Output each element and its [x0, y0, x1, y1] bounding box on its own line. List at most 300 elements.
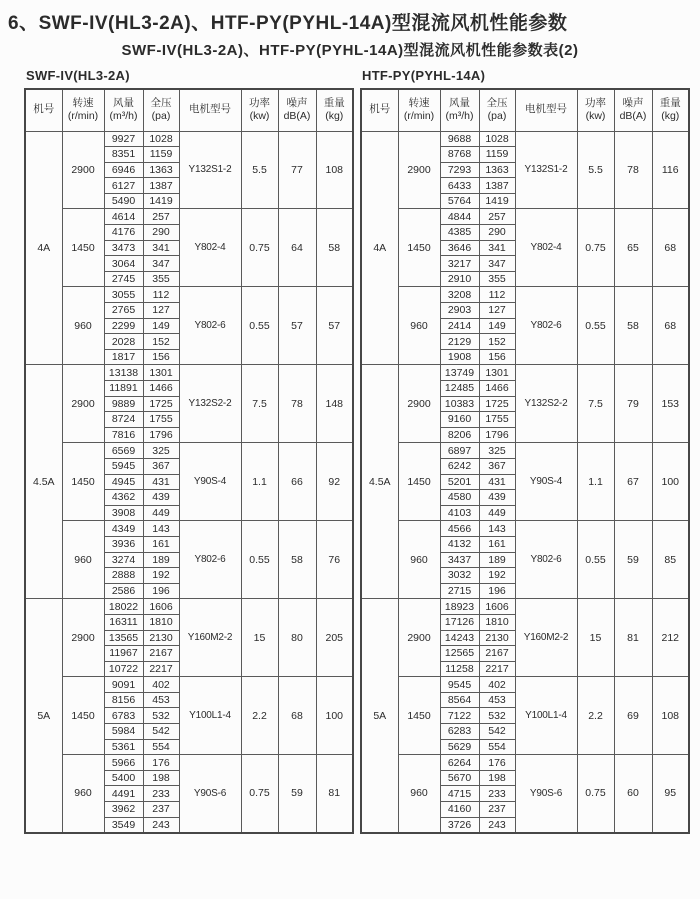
noise-cell: 65 — [614, 209, 652, 287]
noise-cell: 58 — [278, 521, 316, 599]
pressure-cell: 449 — [479, 505, 515, 521]
weight-cell: 76 — [316, 521, 353, 599]
power-cell: 2.2 — [241, 677, 278, 755]
pressure-cell: 243 — [479, 817, 515, 833]
flow-cell: 4385 — [440, 225, 479, 241]
flow-cell: 4945 — [104, 474, 143, 490]
pressure-cell: 127 — [479, 303, 515, 319]
col-header-pressure: 全压 (pa) — [143, 89, 179, 131]
pressure-cell: 127 — [143, 303, 179, 319]
weight-cell: 81 — [316, 755, 353, 833]
speed-cell: 2900 — [62, 365, 104, 443]
noise-cell: 78 — [614, 131, 652, 209]
pressure-cell: 439 — [479, 490, 515, 506]
tables-row — [24, 68, 688, 834]
pressure-cell: 198 — [143, 770, 179, 786]
data-row — [25, 287, 353, 303]
power-cell: 0.55 — [241, 287, 278, 365]
flow-cell: 10383 — [440, 396, 479, 412]
flow-cell: 5945 — [104, 458, 143, 474]
motor-cell: Y802-6 — [515, 521, 577, 599]
pressure-cell: 156 — [479, 349, 515, 365]
pressure-cell: 152 — [143, 334, 179, 350]
power-cell: 0.75 — [241, 209, 278, 287]
pressure-cell: 439 — [143, 490, 179, 506]
speed-cell: 960 — [398, 521, 440, 599]
pressure-cell: 149 — [143, 318, 179, 334]
pressure-cell: 355 — [479, 271, 515, 287]
motor-cell: Y132S1-2 — [179, 131, 241, 209]
pressure-cell: 198 — [479, 770, 515, 786]
noise-cell: 60 — [614, 755, 652, 833]
pressure-cell: 2167 — [479, 646, 515, 662]
power-cell: 2.2 — [577, 677, 614, 755]
noise-cell: 59 — [614, 521, 652, 599]
flow-cell: 6897 — [440, 443, 479, 459]
flow-cell: 13749 — [440, 365, 479, 381]
speed-cell: 2900 — [62, 599, 104, 677]
pressure-cell: 355 — [143, 271, 179, 287]
pressure-cell: 257 — [479, 209, 515, 225]
flow-cell: 11891 — [104, 381, 143, 397]
pressure-cell: 290 — [479, 225, 515, 241]
flow-cell: 7816 — [104, 427, 143, 443]
flow-cell: 3274 — [104, 552, 143, 568]
col-header-model: 机号 — [361, 89, 398, 131]
flow-cell: 5361 — [104, 739, 143, 755]
pressure-cell: 554 — [143, 739, 179, 755]
flow-cell: 13565 — [104, 630, 143, 646]
pressure-cell: 1301 — [479, 365, 515, 381]
col-header-pressure: 全压 (pa) — [479, 89, 515, 131]
model-cell: 5A — [361, 599, 398, 833]
speed-cell: 960 — [62, 755, 104, 833]
noise-cell: 77 — [278, 131, 316, 209]
pressure-cell: 453 — [143, 692, 179, 708]
flow-cell: 3726 — [440, 817, 479, 833]
pressure-cell: 1363 — [479, 162, 515, 178]
flow-cell: 4614 — [104, 209, 143, 225]
page-subtitle: SWF-IV(HL3-2A)、HTF-PY(PYHL-14A)型混流风机性能参数表(2) — [121, 42, 579, 59]
flow-cell: 18923 — [440, 599, 479, 615]
motor-cell: Y802-6 — [515, 287, 577, 365]
pressure-cell: 176 — [143, 755, 179, 771]
noise-cell: 64 — [278, 209, 316, 287]
flow-cell: 14243 — [440, 630, 479, 646]
pressure-cell: 1387 — [479, 178, 515, 194]
flow-cell: 9889 — [104, 396, 143, 412]
flow-cell: 18022 — [104, 599, 143, 615]
noise-cell: 57 — [278, 287, 316, 365]
flow-cell: 4349 — [104, 521, 143, 537]
pressure-cell: 189 — [143, 552, 179, 568]
power-cell: 0.75 — [241, 755, 278, 833]
pressure-cell: 1159 — [479, 147, 515, 163]
noise-cell: 58 — [614, 287, 652, 365]
flow-cell: 3064 — [104, 256, 143, 272]
speed-cell: 1450 — [62, 209, 104, 287]
power-cell: 7.5 — [241, 365, 278, 443]
flow-cell: 11258 — [440, 661, 479, 677]
pressure-cell: 143 — [479, 521, 515, 537]
col-header-flow: 风量 (m³/h) — [440, 89, 479, 131]
pressure-cell: 161 — [143, 536, 179, 552]
flow-cell: 9688 — [440, 131, 479, 147]
pressure-cell: 325 — [143, 443, 179, 459]
flow-cell: 6127 — [104, 178, 143, 194]
noise-cell: 81 — [614, 599, 652, 677]
motor-cell: Y132S1-2 — [515, 131, 577, 209]
pressure-cell: 347 — [479, 256, 515, 272]
speed-cell: 960 — [398, 755, 440, 833]
weight-cell: 58 — [316, 209, 353, 287]
flow-cell: 6242 — [440, 458, 479, 474]
data-row — [361, 131, 689, 147]
power-cell: 5.5 — [241, 131, 278, 209]
weight-cell: 100 — [316, 677, 353, 755]
pressure-cell: 1755 — [479, 412, 515, 428]
power-cell: 5.5 — [577, 131, 614, 209]
speed-cell: 1450 — [62, 443, 104, 521]
power-cell: 7.5 — [577, 365, 614, 443]
pressure-cell: 341 — [143, 240, 179, 256]
motor-cell: Y802-4 — [515, 209, 577, 287]
speed-cell: 960 — [398, 287, 440, 365]
table-label-swf: SWF-IV(HL3-2A) — [26, 68, 130, 83]
motor-cell: Y160M2-2 — [515, 599, 577, 677]
fan-table-section-htf — [360, 68, 688, 834]
data-row — [25, 131, 353, 147]
pressure-cell: 554 — [479, 739, 515, 755]
power-cell: 15 — [577, 599, 614, 677]
data-row — [361, 287, 689, 303]
flow-cell: 2129 — [440, 334, 479, 350]
pressure-cell: 176 — [479, 755, 515, 771]
flow-cell: 6433 — [440, 178, 479, 194]
pressure-cell: 1725 — [143, 396, 179, 412]
flow-cell: 3208 — [440, 287, 479, 303]
power-cell: 0.75 — [577, 755, 614, 833]
motor-cell: Y90S-6 — [515, 755, 577, 833]
col-header-motor: 电机型号 — [179, 89, 241, 131]
fan-params-table-swf — [24, 88, 354, 834]
model-cell: 5A — [25, 599, 62, 833]
speed-cell: 1450 — [62, 677, 104, 755]
data-row — [25, 599, 353, 615]
pressure-cell: 196 — [143, 583, 179, 599]
pressure-cell: 233 — [143, 786, 179, 802]
flow-cell: 11967 — [104, 646, 143, 662]
weight-cell: 153 — [652, 365, 689, 443]
data-row — [361, 755, 689, 771]
pressure-cell: 237 — [143, 802, 179, 818]
pressure-cell: 243 — [143, 817, 179, 833]
flow-cell: 3217 — [440, 256, 479, 272]
data-row — [25, 677, 353, 693]
flow-cell: 4103 — [440, 505, 479, 521]
model-cell: 4.5A — [25, 365, 62, 599]
flow-cell: 10722 — [104, 661, 143, 677]
flow-cell: 6283 — [440, 724, 479, 740]
flow-cell: 8156 — [104, 692, 143, 708]
col-header-motor: 电机型号 — [515, 89, 577, 131]
col-header-weight: 重量 (kg) — [652, 89, 689, 131]
flow-cell: 6569 — [104, 443, 143, 459]
motor-cell: Y132S2-2 — [179, 365, 241, 443]
model-cell: 4A — [361, 131, 398, 365]
pressure-cell: 1725 — [479, 396, 515, 412]
pressure-cell: 1466 — [479, 381, 515, 397]
data-row — [25, 521, 353, 537]
flow-cell: 9160 — [440, 412, 479, 428]
pressure-cell: 431 — [143, 474, 179, 490]
pressure-cell: 431 — [479, 474, 515, 490]
weight-cell: 68 — [652, 209, 689, 287]
speed-cell: 1450 — [398, 677, 440, 755]
flow-cell: 7293 — [440, 162, 479, 178]
weight-cell: 148 — [316, 365, 353, 443]
flow-cell: 8206 — [440, 427, 479, 443]
power-cell: 1.1 — [577, 443, 614, 521]
flow-cell: 2715 — [440, 583, 479, 599]
weight-cell: 68 — [652, 287, 689, 365]
col-header-speed: 转速 (r/min) — [62, 89, 104, 131]
pressure-cell: 542 — [143, 724, 179, 740]
pressure-cell: 192 — [143, 568, 179, 584]
pressure-cell: 1419 — [479, 193, 515, 209]
data-row — [361, 209, 689, 225]
flow-cell: 12565 — [440, 646, 479, 662]
pressure-cell: 192 — [479, 568, 515, 584]
flow-cell: 3473 — [104, 240, 143, 256]
flow-cell: 9927 — [104, 131, 143, 147]
pressure-cell: 402 — [143, 677, 179, 693]
flow-cell: 2910 — [440, 271, 479, 287]
col-header-weight: 重量 (kg) — [316, 89, 353, 131]
model-cell: 4.5A — [361, 365, 398, 599]
pressure-cell: 1796 — [479, 427, 515, 443]
page-title: 6、SWF-IV(HL3-2A)、HTF-PY(PYHL-14A)型混流风机性能参数 — [8, 13, 568, 34]
noise-cell: 68 — [278, 677, 316, 755]
flow-cell: 1817 — [104, 349, 143, 365]
flow-cell: 4362 — [104, 490, 143, 506]
weight-cell: 85 — [652, 521, 689, 599]
motor-cell: Y160M2-2 — [179, 599, 241, 677]
pressure-cell: 1606 — [143, 599, 179, 615]
pressure-cell: 112 — [143, 287, 179, 303]
flow-cell: 2765 — [104, 303, 143, 319]
col-header-noise: 噪声 dB(A) — [614, 89, 652, 131]
weight-cell: 95 — [652, 755, 689, 833]
col-header-power: 功率 (kw) — [241, 89, 278, 131]
flow-cell: 9091 — [104, 677, 143, 693]
pressure-cell: 156 — [143, 349, 179, 365]
weight-cell: 108 — [316, 131, 353, 209]
motor-cell: Y802-6 — [179, 287, 241, 365]
col-header-noise: 噪声 dB(A) — [278, 89, 316, 131]
pressure-cell: 290 — [143, 225, 179, 241]
power-cell: 1.1 — [241, 443, 278, 521]
pressure-cell: 367 — [479, 458, 515, 474]
flow-cell: 3936 — [104, 536, 143, 552]
data-row — [361, 599, 689, 615]
pressure-cell: 1028 — [479, 131, 515, 147]
flow-cell: 2299 — [104, 318, 143, 334]
motor-cell: Y90S-4 — [179, 443, 241, 521]
fan-table-section-swf — [24, 68, 352, 834]
pressure-cell: 152 — [479, 334, 515, 350]
speed-cell: 1450 — [398, 443, 440, 521]
pressure-cell: 367 — [143, 458, 179, 474]
pressure-cell: 1159 — [143, 147, 179, 163]
flow-cell: 8564 — [440, 692, 479, 708]
flow-cell: 17126 — [440, 614, 479, 630]
flow-cell: 8351 — [104, 147, 143, 163]
weight-cell: 100 — [652, 443, 689, 521]
data-row — [25, 365, 353, 381]
speed-cell: 960 — [62, 521, 104, 599]
table-label-htf: HTF-PY(PYHL-14A) — [362, 68, 486, 83]
flow-cell: 2745 — [104, 271, 143, 287]
motor-cell: Y802-4 — [179, 209, 241, 287]
flow-cell: 5201 — [440, 474, 479, 490]
speed-cell: 2900 — [398, 599, 440, 677]
data-row — [361, 365, 689, 381]
motor-cell: Y132S2-2 — [515, 365, 577, 443]
pressure-cell: 1387 — [143, 178, 179, 194]
flow-cell: 5629 — [440, 739, 479, 755]
flow-cell: 2586 — [104, 583, 143, 599]
pressure-cell: 237 — [479, 802, 515, 818]
flow-cell: 6264 — [440, 755, 479, 771]
flow-cell: 5400 — [104, 770, 143, 786]
pressure-cell: 532 — [479, 708, 515, 724]
pressure-cell: 2217 — [479, 661, 515, 677]
pressure-cell: 453 — [479, 692, 515, 708]
flow-cell: 12485 — [440, 381, 479, 397]
noise-cell: 67 — [614, 443, 652, 521]
fan-params-table-htf — [360, 88, 690, 834]
data-row — [361, 677, 689, 693]
pressure-cell: 325 — [479, 443, 515, 459]
noise-cell: 69 — [614, 677, 652, 755]
flow-cell: 1908 — [440, 349, 479, 365]
pressure-cell: 1810 — [479, 614, 515, 630]
weight-cell: 116 — [652, 131, 689, 209]
flow-cell: 6946 — [104, 162, 143, 178]
flow-cell: 7122 — [440, 708, 479, 724]
weight-cell: 92 — [316, 443, 353, 521]
flow-cell: 8768 — [440, 147, 479, 163]
flow-cell: 5984 — [104, 724, 143, 740]
flow-cell: 4715 — [440, 786, 479, 802]
power-cell: 0.55 — [577, 287, 614, 365]
pressure-cell: 1028 — [143, 131, 179, 147]
data-row — [25, 755, 353, 771]
motor-cell: Y100L1-4 — [515, 677, 577, 755]
flow-cell: 3908 — [104, 505, 143, 521]
pressure-cell: 347 — [143, 256, 179, 272]
weight-cell: 205 — [316, 599, 353, 677]
pressure-cell: 1419 — [143, 193, 179, 209]
power-cell: 15 — [241, 599, 278, 677]
pressure-cell: 1810 — [143, 614, 179, 630]
pressure-cell: 189 — [479, 552, 515, 568]
flow-cell: 3962 — [104, 802, 143, 818]
flow-cell: 3437 — [440, 552, 479, 568]
pressure-cell: 1796 — [143, 427, 179, 443]
noise-cell: 79 — [614, 365, 652, 443]
flow-cell: 3549 — [104, 817, 143, 833]
flow-cell: 6783 — [104, 708, 143, 724]
flow-cell: 4566 — [440, 521, 479, 537]
data-row — [361, 443, 689, 459]
flow-cell: 5764 — [440, 193, 479, 209]
header-row — [25, 89, 353, 131]
speed-cell: 960 — [62, 287, 104, 365]
speed-cell: 2900 — [398, 131, 440, 209]
pressure-cell: 1606 — [479, 599, 515, 615]
weight-cell: 212 — [652, 599, 689, 677]
pressure-cell: 2167 — [143, 646, 179, 662]
pressure-cell: 143 — [143, 521, 179, 537]
flow-cell: 3055 — [104, 287, 143, 303]
noise-cell: 80 — [278, 599, 316, 677]
pressure-cell: 532 — [143, 708, 179, 724]
pressure-cell: 149 — [479, 318, 515, 334]
flow-cell: 4844 — [440, 209, 479, 225]
col-header-flow: 风量 (m³/h) — [104, 89, 143, 131]
flow-cell: 3032 — [440, 568, 479, 584]
flow-cell: 5490 — [104, 193, 143, 209]
flow-cell: 4176 — [104, 225, 143, 241]
flow-cell: 4491 — [104, 786, 143, 802]
pressure-cell: 1363 — [143, 162, 179, 178]
pressure-cell: 233 — [479, 786, 515, 802]
col-header-model: 机号 — [25, 89, 62, 131]
pressure-cell: 542 — [479, 724, 515, 740]
weight-cell: 108 — [652, 677, 689, 755]
pressure-cell: 257 — [143, 209, 179, 225]
pressure-cell: 402 — [479, 677, 515, 693]
col-header-speed: 转速 (r/min) — [398, 89, 440, 131]
flow-cell: 16311 — [104, 614, 143, 630]
flow-cell: 2028 — [104, 334, 143, 350]
pressure-cell: 112 — [479, 287, 515, 303]
flow-cell: 2888 — [104, 568, 143, 584]
power-cell: 0.55 — [577, 521, 614, 599]
flow-cell: 3646 — [440, 240, 479, 256]
flow-cell: 4160 — [440, 802, 479, 818]
pressure-cell: 449 — [143, 505, 179, 521]
flow-cell: 2414 — [440, 318, 479, 334]
flow-cell: 2903 — [440, 303, 479, 319]
pressure-cell: 2130 — [143, 630, 179, 646]
flow-cell: 9545 — [440, 677, 479, 693]
motor-cell: Y90S-6 — [179, 755, 241, 833]
model-cell: 4A — [25, 131, 62, 365]
pressure-cell: 341 — [479, 240, 515, 256]
pressure-cell: 2130 — [479, 630, 515, 646]
flow-cell: 13138 — [104, 365, 143, 381]
flow-cell: 8724 — [104, 412, 143, 428]
noise-cell: 66 — [278, 443, 316, 521]
motor-cell: Y90S-4 — [515, 443, 577, 521]
speed-cell: 2900 — [398, 365, 440, 443]
weight-cell: 57 — [316, 287, 353, 365]
flow-cell: 5966 — [104, 755, 143, 771]
flow-cell: 4580 — [440, 490, 479, 506]
